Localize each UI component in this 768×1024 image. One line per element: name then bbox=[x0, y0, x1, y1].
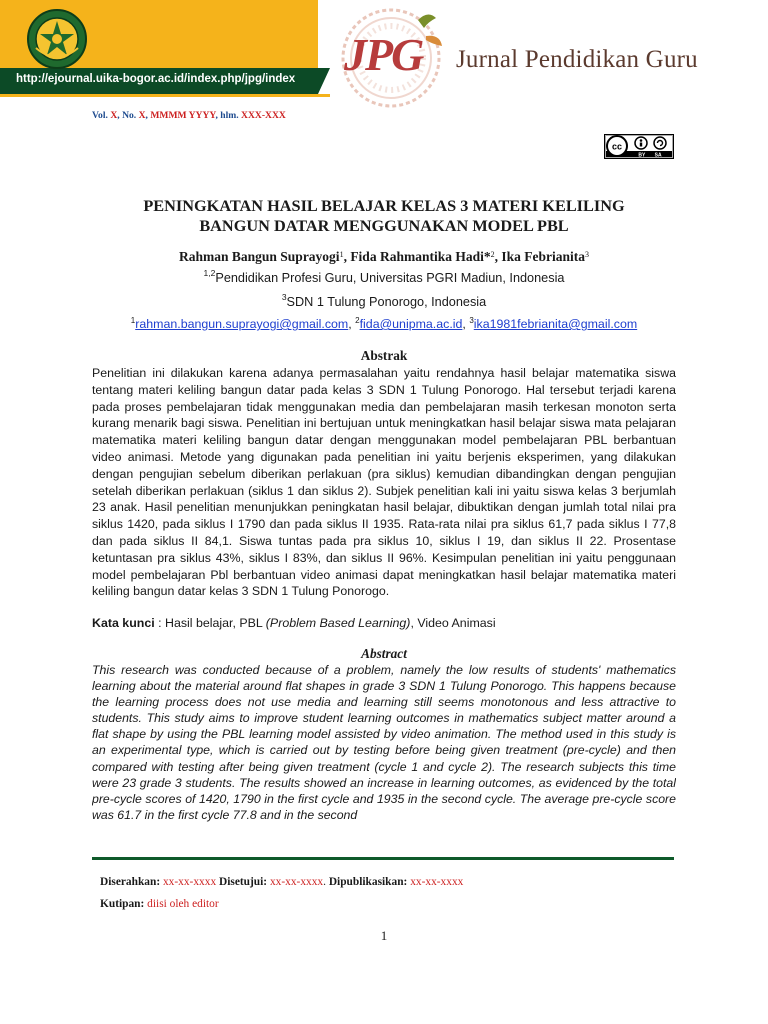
author-name: Ika Febrianita bbox=[501, 249, 585, 264]
volume-line: Vol. X, No. X, MMMM YYYY, hlm. XXX-XXX bbox=[92, 110, 286, 121]
cc-license-badge-icon[interactable] bbox=[604, 134, 674, 159]
email-link[interactable]: rahman.bangun.suprayogi@gmail.com bbox=[135, 317, 349, 331]
journal-name: Jurnal Pendidikan Guru bbox=[456, 46, 698, 73]
abstrak-heading: Abstrak bbox=[360, 348, 408, 363]
submission-dates: Diserahkan: xx-xx-xxxx Disetujui: xx-xx-xxxx. Dipublikasikan: xx-xx-xxxx bbox=[100, 876, 464, 888]
affiliation-2: $^3$SDN 1 Tulung Ponorogo, Indonesia bbox=[281, 292, 487, 309]
keywords: Kata kunci : Hasil belajar, PBL (Problem Based Learning), Video Animasi bbox=[92, 616, 496, 630]
cc-badge-label: BY SA bbox=[638, 152, 662, 159]
university-logo bbox=[26, 8, 88, 70]
email-link[interactable]: fida@unipma.ac.id bbox=[359, 317, 463, 331]
affiliation-1: $^{1,2}$Pendidikan Profesi Guru, Universitas PGRI Madiun, Indonesia bbox=[203, 268, 565, 285]
title-line-2: BANGUN DATAR MENGGUNAKAN MODEL PBL bbox=[199, 216, 569, 235]
abstrak-text: Penelitian ini dilakukan karena adanya permasalahan yaitu rendahnya hasil belajar matematika siswa tentang materi keliling bangun datar pada kelas 3 SDN 1 Tulung Ponorogo. Hal tersebut terjadi karena pada proses pembelajaran tidak menggunakan media dan pembelajaran masih terkesan monoton serta kurang menarik bagi siswa. Penelitian ini bertujuan untuk meningkatkan hasil belajar siswa mata pelajaran matematika materi keliling bangun datar dengan menggunakan model pembelajaran PBL berbantuan video animasi. Metode yang digunakan pada penelitian ini yaitu berjenis eksperimen, yang dilakukan dengan pengujian sebelum diberikan perlakuan (pra siklus) kemudian dibandingkan dengan pengujian setelah diberikan perlakuan (siklus 1 dan siklus 2). Subjek penelitian kali ini yaitu siswa kelas 3 berjumlah 23 anak. Hasil penelitian menunjukkan peningkatan hasil belajar, dibuktikan dengan jumlah total nilai pra siklus 1420, pada siklus I 1790 dan pada siklus II 1935. Rata-rata nilai pra siklus 61,7 pada siklus I 77,8 dan pada siklus II 84,1. Siswa tuntas pada pra siklus 10, siklus I 19, dan siklus II 22. Prosentase ketuntasan pra siklus 43%, siklus I 83%, dan siklus II 96%. Kesimpulan penelitian ini yaitu penggunaan model pembelajaran Pbl berbantuan video animasi dapat meningkatkan hasil belajar matematika materi keliling bangun datar kelas 3 SDN 1 Tulung Ponorogo. bbox=[92, 366, 676, 599]
abstract-heading: Abstract bbox=[361, 646, 407, 661]
author-name: Fida Rahmantika Hadi* bbox=[350, 249, 491, 264]
article-title bbox=[100, 196, 668, 236]
citation: Kutipan: diisi oleh editor bbox=[100, 898, 219, 910]
email-link[interactable]: ika1981febrianita@gmail.com bbox=[473, 317, 638, 331]
svg-text:cc: cc bbox=[611, 141, 623, 152]
title-line-1: PENINGKATAN HASIL BELAJAR KELAS 3 MATERI KELILING bbox=[143, 196, 625, 215]
journal-url[interactable]: http://ejournal.uika-bogor.ac.id/index.php/jpg/index bbox=[16, 73, 296, 85]
abstract-text: This research was conducted because of a problem, namely the low results of students' mathematics learning about the material around flat shapes in grade 3 SDN 1 Tulung Ponorogo. This happens because the learning process does not use media and learning still seems monotonous and less attractive to students. This study aims to improve student learning outcomes in mathematics subject matter around a flat shape by using the PBL learning model assisted by video animation. The method used in this study is an experimental type, which is carried out by testing before being given treatment (pre-cycle) and then compared with testing after being given treatment (cycle 1 and cycle 2). The research subjects this time were 23 grade 3 students. The results showed an increase in learning outcomes, as evidenced by the total pre-cycle scores of 1420, 1790 in the first cycle and 1935 in the second cycle. The average pre-cycle score was 61.7 in the first cycle 77.8 and in the second bbox=[92, 663, 676, 822]
journal-logo-text: JPG bbox=[344, 29, 423, 80]
author-emails: $^1$rahman.bangun.suprayogi@gmail.com, $^2$fida@unipma.ac.id, $^3$ika1981febrianita@gmail.com bbox=[130, 316, 638, 331]
page-number: 1 bbox=[380, 928, 388, 943]
keywords-label: Kata kunci bbox=[92, 616, 155, 630]
footer-rule bbox=[92, 857, 674, 860]
author-list: Rahman Bangun Suprayogi$^1$, Fida Rahmantika Hadi*$^2$, Ika Febrianita$^3$ bbox=[179, 249, 589, 264]
author-name: Rahman Bangun Suprayogi bbox=[179, 249, 340, 264]
header-underline bbox=[0, 94, 330, 97]
journal-brand bbox=[332, 6, 768, 110]
